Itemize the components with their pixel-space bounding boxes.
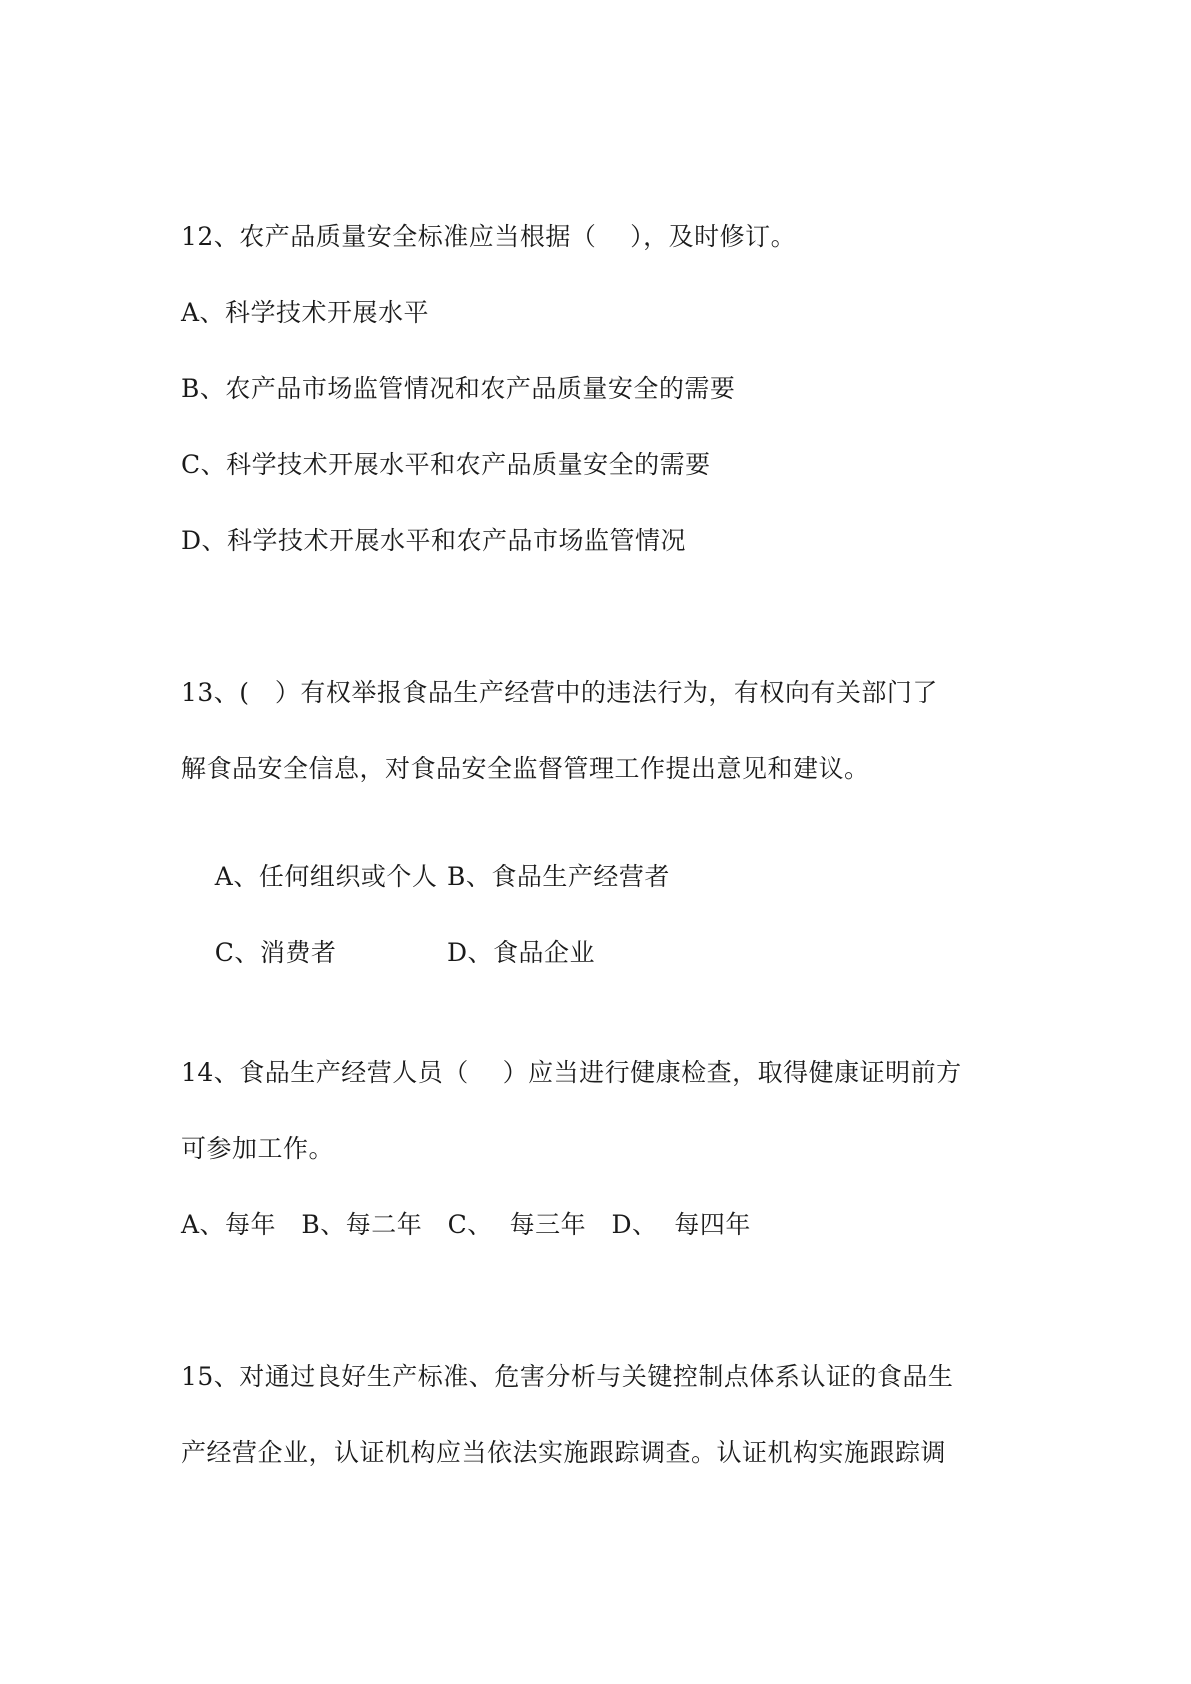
question-13-option-d: D、食品企业: [447, 938, 596, 967]
question-12-option-d: D、科学技术开展水平和农产品市场监管情况: [181, 526, 687, 555]
question-12-option-a: A、科学技术开展水平: [181, 298, 430, 327]
question-12-stem: 12、农产品质量安全标准应当根据（ ），及时修订。: [181, 222, 797, 251]
question-15-stem-line-1: 15、对通过良好生产标准、危害分析与关键控制点体系认证的食品生: [181, 1362, 954, 1391]
question-13-stem-line-2: 解食品安全信息，对食品安全监督管理工作提出意见和建议。: [181, 754, 870, 783]
question-12-option-c: C、科学技术开展水平和农产品质量安全的需要: [181, 450, 711, 479]
question-12-option-b: B、农产品市场监管情况和农产品质量安全的需要: [181, 374, 736, 403]
question-14-options: A、每年 B、每二年 C、 每三年 D、 每四年: [181, 1210, 751, 1239]
question-14-stem-line-2: 可参加工作。: [181, 1134, 335, 1163]
question-13-option-a: A、任何组织或个人: [214, 862, 438, 891]
question-13-option-c: C、消费者: [214, 938, 337, 967]
question-13-option-b: B、食品生产经营者: [447, 862, 670, 891]
question-15-stem-line-2: 产经营企业，认证机构应当依法实施跟踪调查。认证机构实施跟踪调: [181, 1438, 947, 1467]
question-13-stem-line-1: 13、( ）有权举报食品生产经营中的违法行为，有权向有关部门了: [181, 678, 938, 707]
question-13-option-row-2: [181, 905, 596, 1001]
question-14-stem-line-1: 14、食品生产经营人员（ ）应当进行健康检查，取得健康证明前方: [181, 1058, 962, 1087]
